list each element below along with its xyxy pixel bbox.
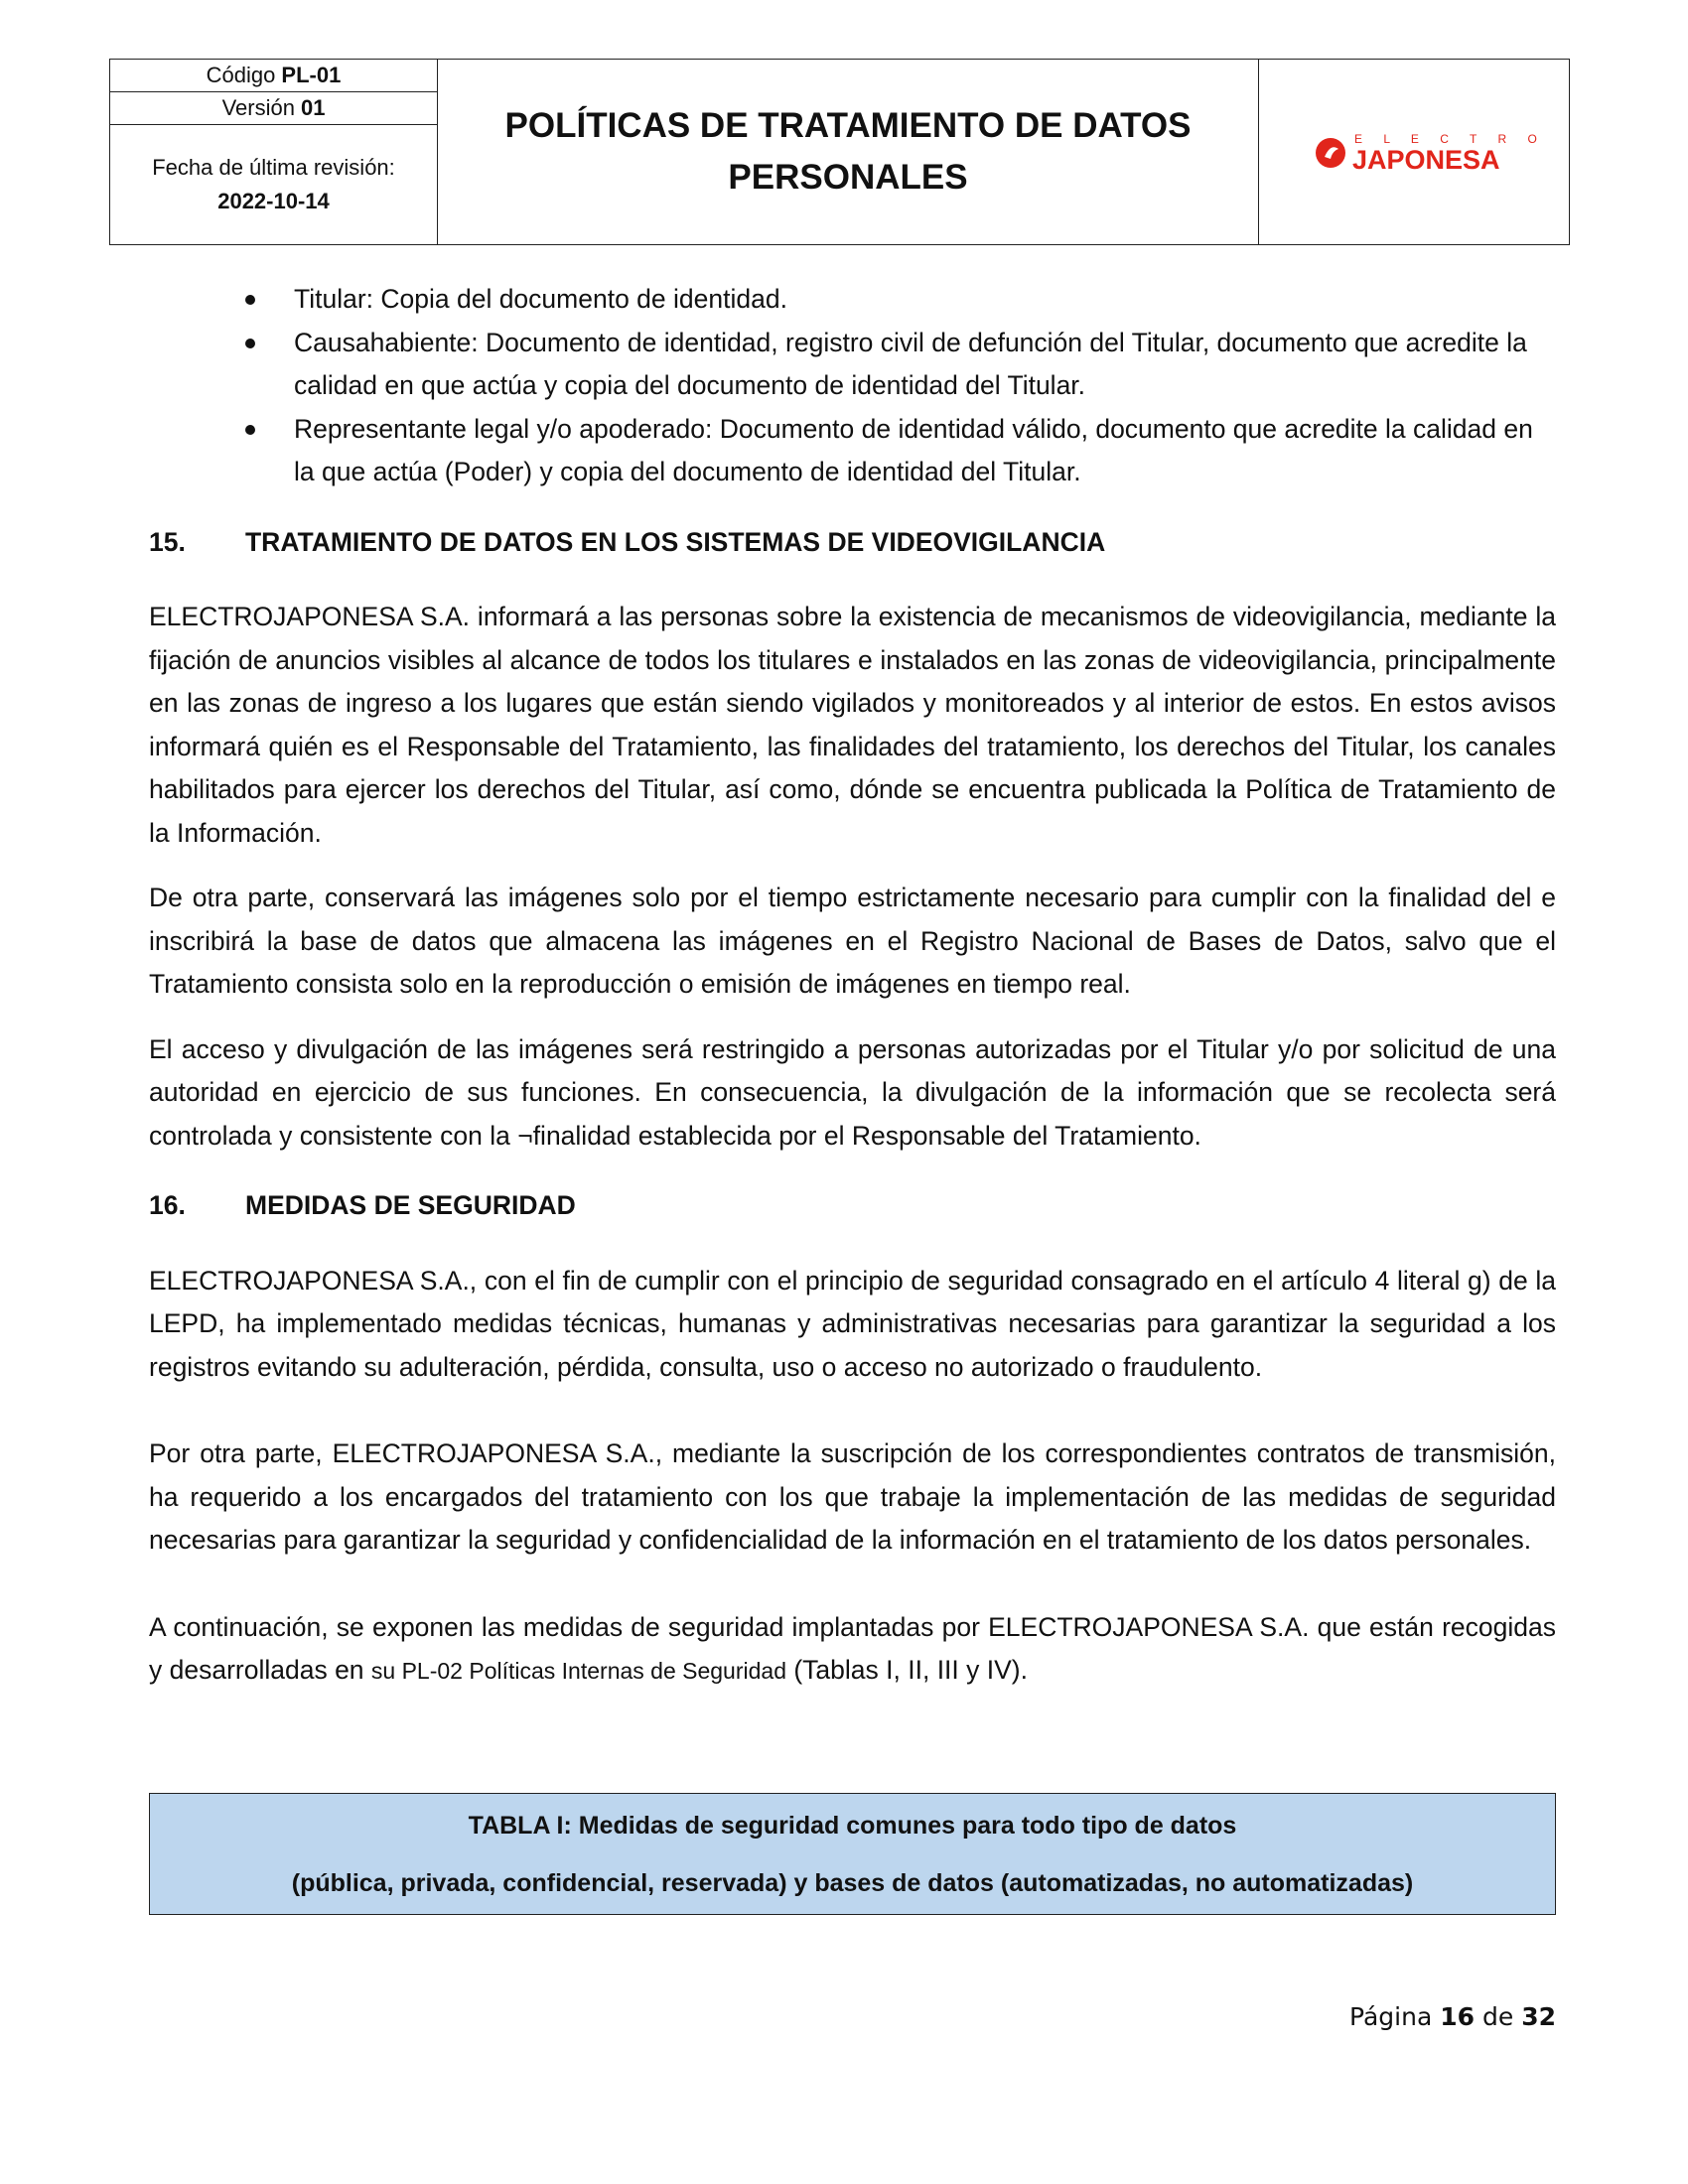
svg-text:E L E C T R O: E L E C T R O — [1354, 132, 1546, 146]
page-footer: Página 16 de 32 — [1349, 2002, 1556, 2031]
page-body — [149, 278, 1556, 1715]
code-value: PL-01 — [281, 63, 342, 87]
section-16-heading — [149, 1184, 1556, 1228]
table-title-line-2: (pública, privada, confidencial, reservada) y bases de datos (automatizadas, no automatizadas) — [291, 1868, 1414, 1897]
version-value: 01 — [300, 95, 326, 120]
list-item: Titular: Copia del documento de identidad. — [149, 278, 1556, 322]
paragraph: ELECTROJAPONESA S.A., con el fin de cumplir con el principio de seguridad consagrado en el artículo 4 literal g) de la LEPD, ha implementado medidas técnicas, humanas y administrativas necesarias para garantizar la seguridad a los registros evitando su adulteración, pérdida, consulta, uso o acceso no autorizado o fraudulento. — [149, 1265, 1556, 1382]
paragraph: Por otra parte, ELECTROJAPONESA S.A., mediante la suscripción de los correspondientes contratos de transmisión, ha requerido a los encargados del tratamiento con los que trabaje la implementación de las medidas de seguridad necesarias para garantizar la seguridad y confidencialidad de la información en el tratamiento de los datos personales. — [149, 1438, 1556, 1555]
section-title: MEDIDAS DE SEGURIDAD — [245, 1190, 576, 1220]
svg-text:JAPONESA: JAPONESA — [1352, 145, 1500, 175]
document-title — [438, 60, 1259, 244]
section-title: TRATAMIENTO DE DATOS EN LOS SISTEMAS DE VIDEOVIGILANCIA — [245, 526, 1106, 557]
paragraph: De otra parte, conservará las imágenes solo por el tiempo estrictamente necesario para cumplir con la finalidad del e inscribirá la base de datos que almacena las imágenes en el Registro Nacional de Bases de Datos, salvo que el Tratamiento consista solo en la reproducción o emisión de imágenes en tiempo real. — [149, 883, 1556, 999]
revision-cell — [110, 125, 437, 244]
electrojaponesa-logo-icon — [1315, 131, 1546, 175]
company-logo — [1259, 60, 1569, 244]
paragraph: El acceso y divulgación de las imágenes será restringido a personas autorizadas por el Titular y/o por solicitud de una autoridad en ejercicio de sus funciones. En consecuencia, la divulgación de la información que se recolecta será controlada y consistente con la ¬finalidad establecida por el Responsable del Tratamiento. — [149, 1033, 1556, 1151]
document-header — [109, 59, 1570, 245]
bullet-icon — [245, 339, 255, 348]
paragraph: A continuación, se exponen las medidas de seguridad implantadas por ELECTROJAPONESA S.A. que están recogidas y desarrolladas en su PL-02 Políticas Internas de Seguridad (Tablas I, II, III y IV). — [149, 1611, 1556, 1685]
section-15-heading — [149, 521, 1556, 565]
version-row — [110, 92, 437, 125]
revision-date: 2022-10-14 — [217, 189, 330, 213]
table-i-header — [149, 1793, 1556, 1915]
section-number: 16. — [149, 1190, 186, 1220]
bullet-icon — [245, 295, 255, 305]
title-line-2: PERSONALES — [728, 158, 968, 197]
list-item: Representante legal y/o apoderado: Documento de identidad válido, documento que acredite la calidad en la que actúa (Poder) y copia del documento de identidad del Titular. — [149, 408, 1556, 494]
bullet-icon — [245, 425, 255, 435]
policy-reference: su PL-02 Políticas Internas de Seguridad — [370, 1658, 786, 1684]
requirements-list — [149, 278, 1556, 494]
version-label: Versión — [221, 95, 295, 120]
code-label: Código — [206, 63, 276, 87]
header-meta — [110, 60, 438, 244]
list-item: Causahabiente: Documento de identidad, registro civil de defunción del Titular, documento que acredite la calidad en que actúa y copia del documento de identidad del Titular. — [149, 322, 1556, 408]
table-title-line-1: TABLA I: Medidas de seguridad comunes para todo tipo de datos — [468, 1811, 1237, 1840]
revision-label: Fecha de última revisión: — [152, 155, 395, 180]
page-number: 16 — [1440, 2002, 1476, 2031]
section-number: 15. — [149, 526, 186, 557]
total-pages: 32 — [1521, 2002, 1556, 2031]
code-row — [110, 60, 437, 92]
title-line-1: POLÍTICAS DE TRATAMIENTO DE DATOS — [504, 106, 1192, 145]
paragraph: ELECTROJAPONESA S.A. informará a las personas sobre la existencia de mecanismos de videovigilancia, mediante la fijación de anuncios visibles al alcance de todos los titulares e instalados en las zonas de videovigilancia, principalmente en las zonas de ingreso a los lugares que están siendo vigilados y monitoreados y al interior de estos. En estos avisos informará quién es el Responsable del Tratamiento, las finalidades del tratamiento, los derechos del Titular, los canales habilitados para ejercer los derechos del Titular, así como, dónde se encuentra publicada la Política de Tratamiento de la Información. — [149, 602, 1556, 848]
